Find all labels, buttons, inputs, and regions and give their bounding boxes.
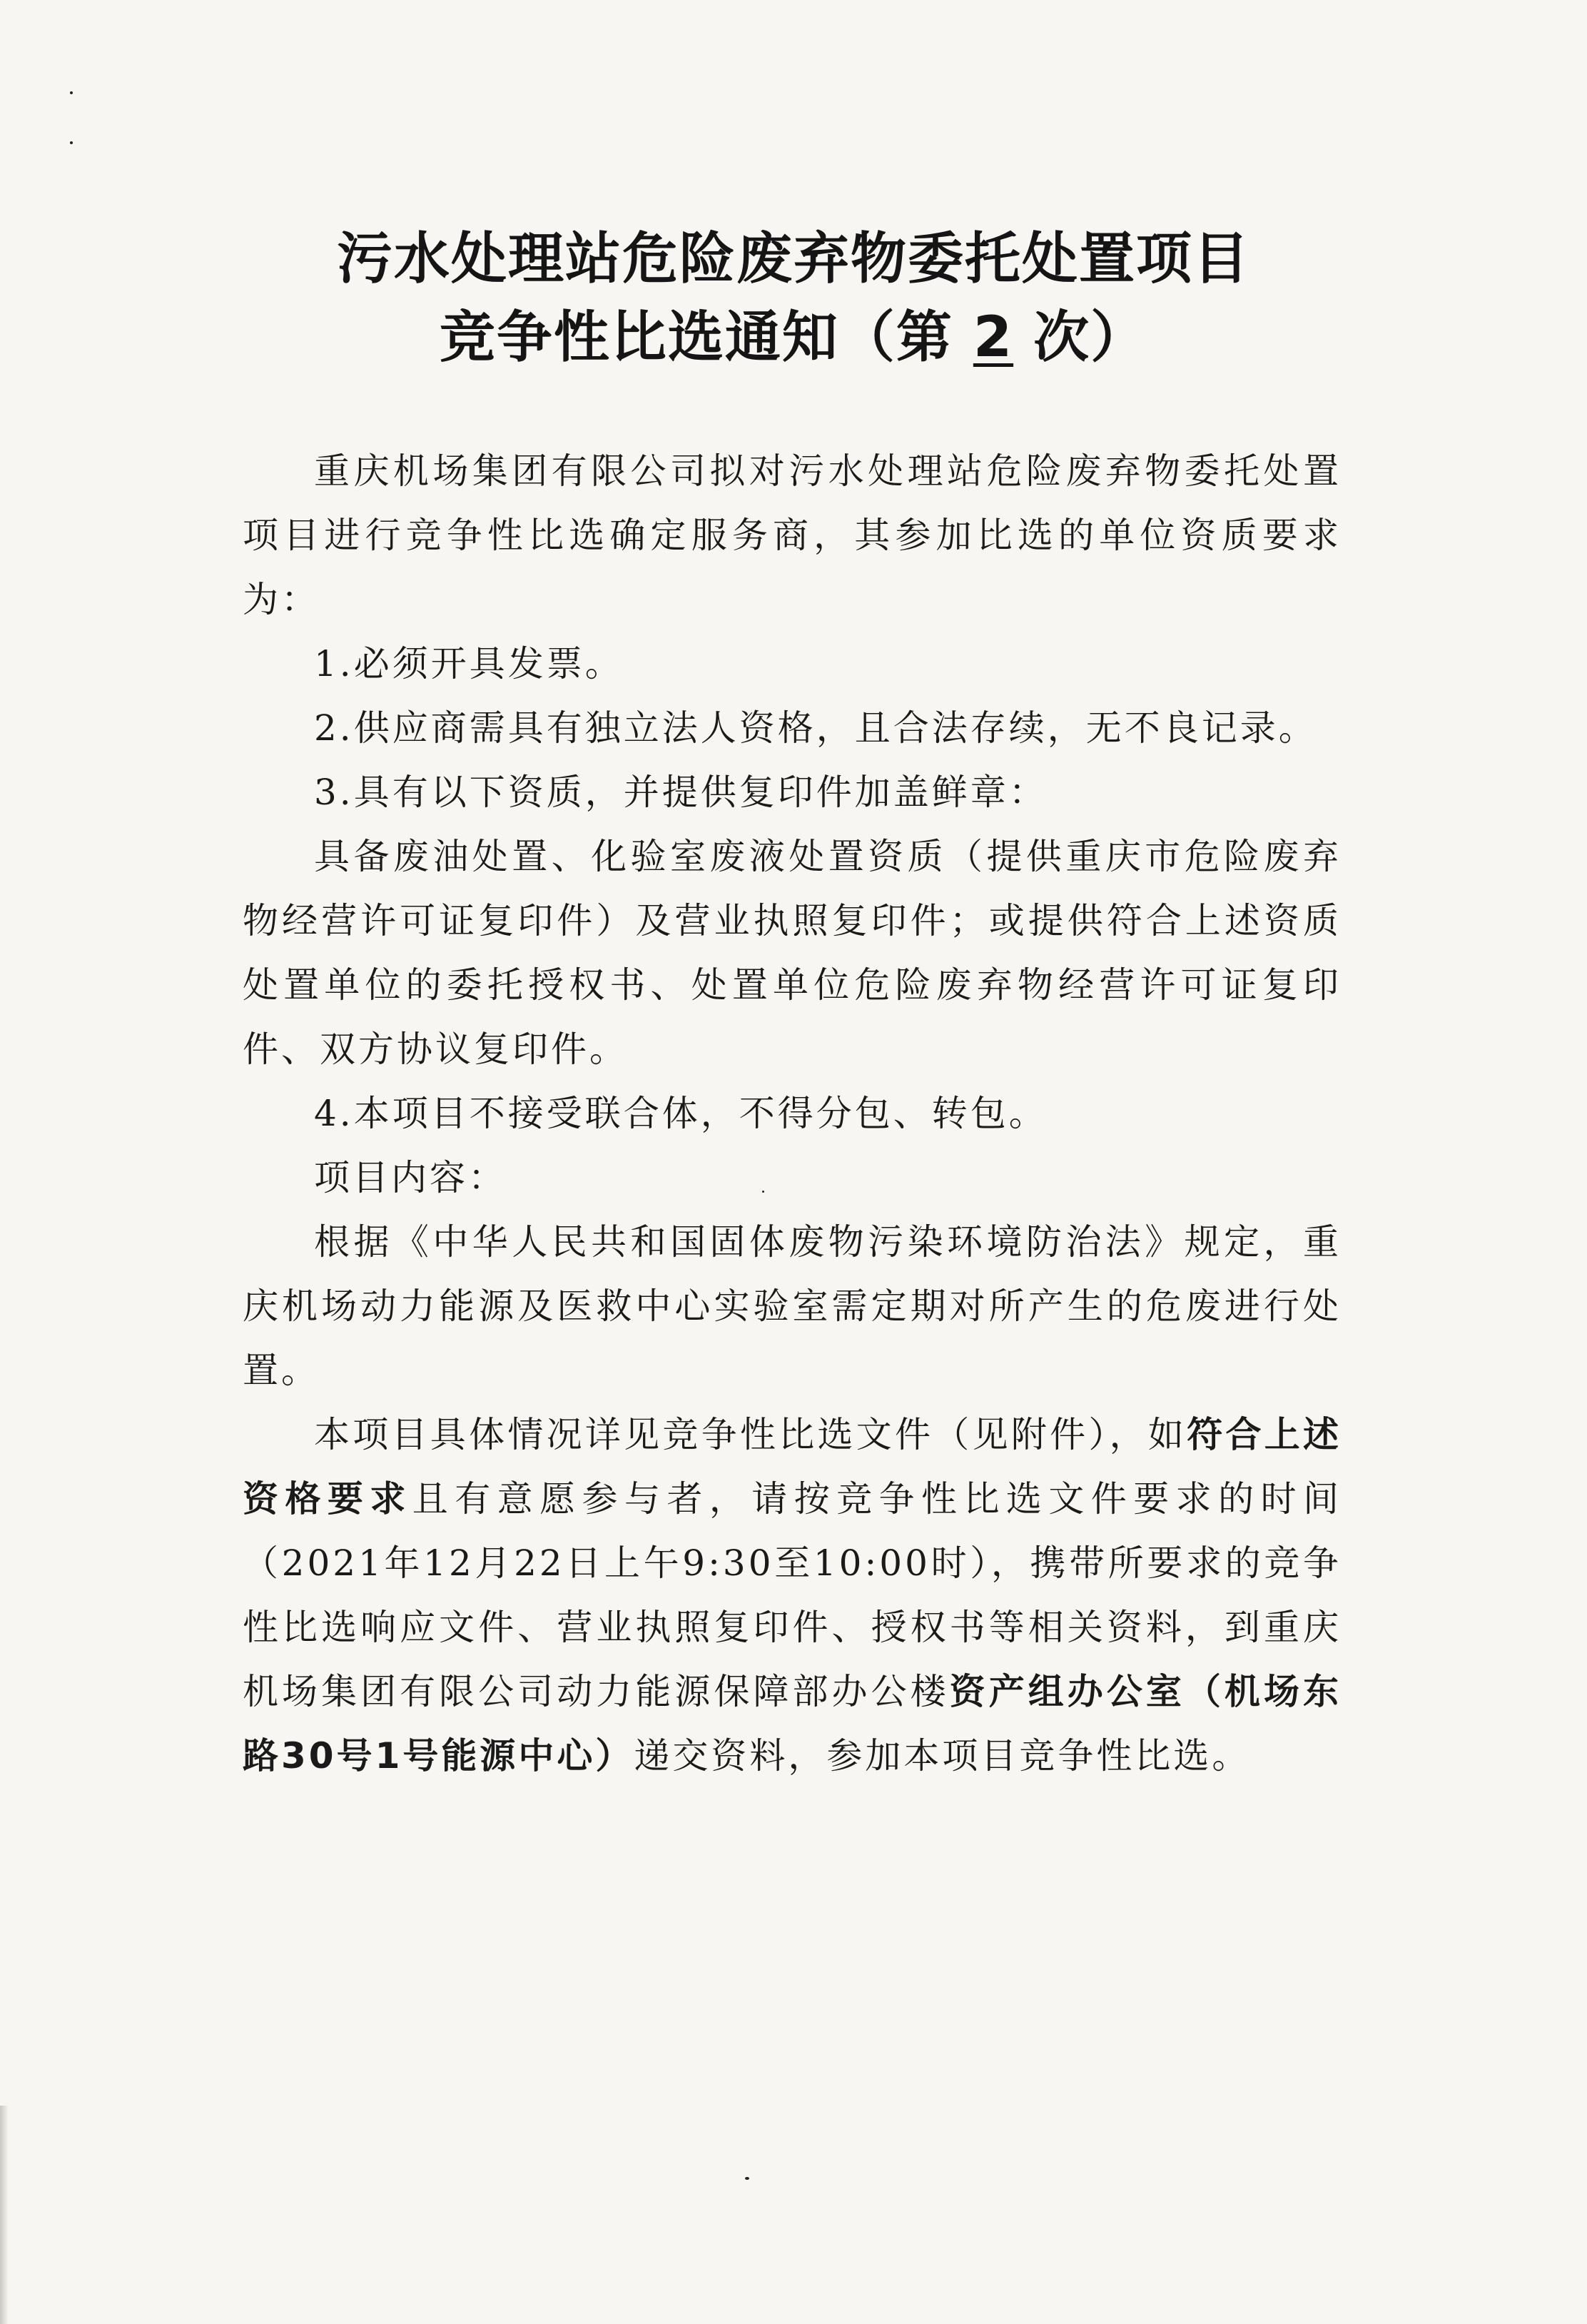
requirement-4: 4.本项目不接受联合体，不得分包、转包。 xyxy=(314,1093,1048,1134)
document-title-line2 xyxy=(0,293,1587,373)
requirement-1: 1.必须开具发票。 xyxy=(314,643,624,684)
scan-speck xyxy=(745,2177,749,2180)
document-title-line1: 污水处理站危险废弃物委托处置项目 xyxy=(336,227,1250,291)
intro-paragraph: 重庆机场集团有限公司拟对污水处理站危险废弃物委托处置项目进行竞争性比选确定服务商，其参加比选的单位资质要求为： xyxy=(243,450,1342,620)
title-number: 2 xyxy=(973,305,1014,370)
title-suffix: 次） xyxy=(1033,305,1148,370)
scan-speck xyxy=(70,141,73,144)
requirement-2: 2.供应商需具有独立法人资格，且合法存续，无不良记录。 xyxy=(314,707,1317,749)
document-body xyxy=(243,439,1342,1788)
closing-text-3: 递交资料，参加本项目竞争性比选。 xyxy=(634,1735,1251,1777)
content-heading: 项目内容： xyxy=(314,1157,507,1198)
closing-text-2: 且有意愿参与者，请按竞争性比选文件要求的时间（2021年12月22日上午9:30至10:00时），携带所要求的竞争性比选响应文件、营业执照复印件、授权书等相关资料，到重庆机场集团有限公司动力能源保障部办公楼 xyxy=(243,1478,1342,1712)
scan-speck xyxy=(70,91,73,94)
closing-bold-qualification: 符合上述资格要求 xyxy=(243,1414,1342,1520)
closing-bold-location: 资产组办公室（机场东路30号1号能源中心） xyxy=(243,1671,1342,1777)
title-prefix: 竞争性比选通知（第 xyxy=(439,305,953,370)
closing-text-1: 本项目具体情况详见竞争性比选文件（见附件），如 xyxy=(314,1414,1187,1455)
requirement-3-detail: 具备废油处置、化验室废液处置资质（提供重庆市危险废弃物经营许可证复印件）及营业执照复印件；或提供符合上述资质处置单位的委托授权书、处置单位危险废弃物经营许可证复印件、双方协议复印件。 xyxy=(243,836,1342,1070)
closing-paragraph xyxy=(243,1403,1342,1788)
content-body: 根据《中华人民共和国固体废物污染环境防治法》规定，重庆机场动力能源及医救中心实验室需定期对所产生的危废进行处置。 xyxy=(243,1221,1342,1391)
scan-edge-shadow xyxy=(0,2106,9,2324)
requirement-3: 3.具有以下资质，并提供复印件加盖鲜章： xyxy=(314,772,1048,813)
